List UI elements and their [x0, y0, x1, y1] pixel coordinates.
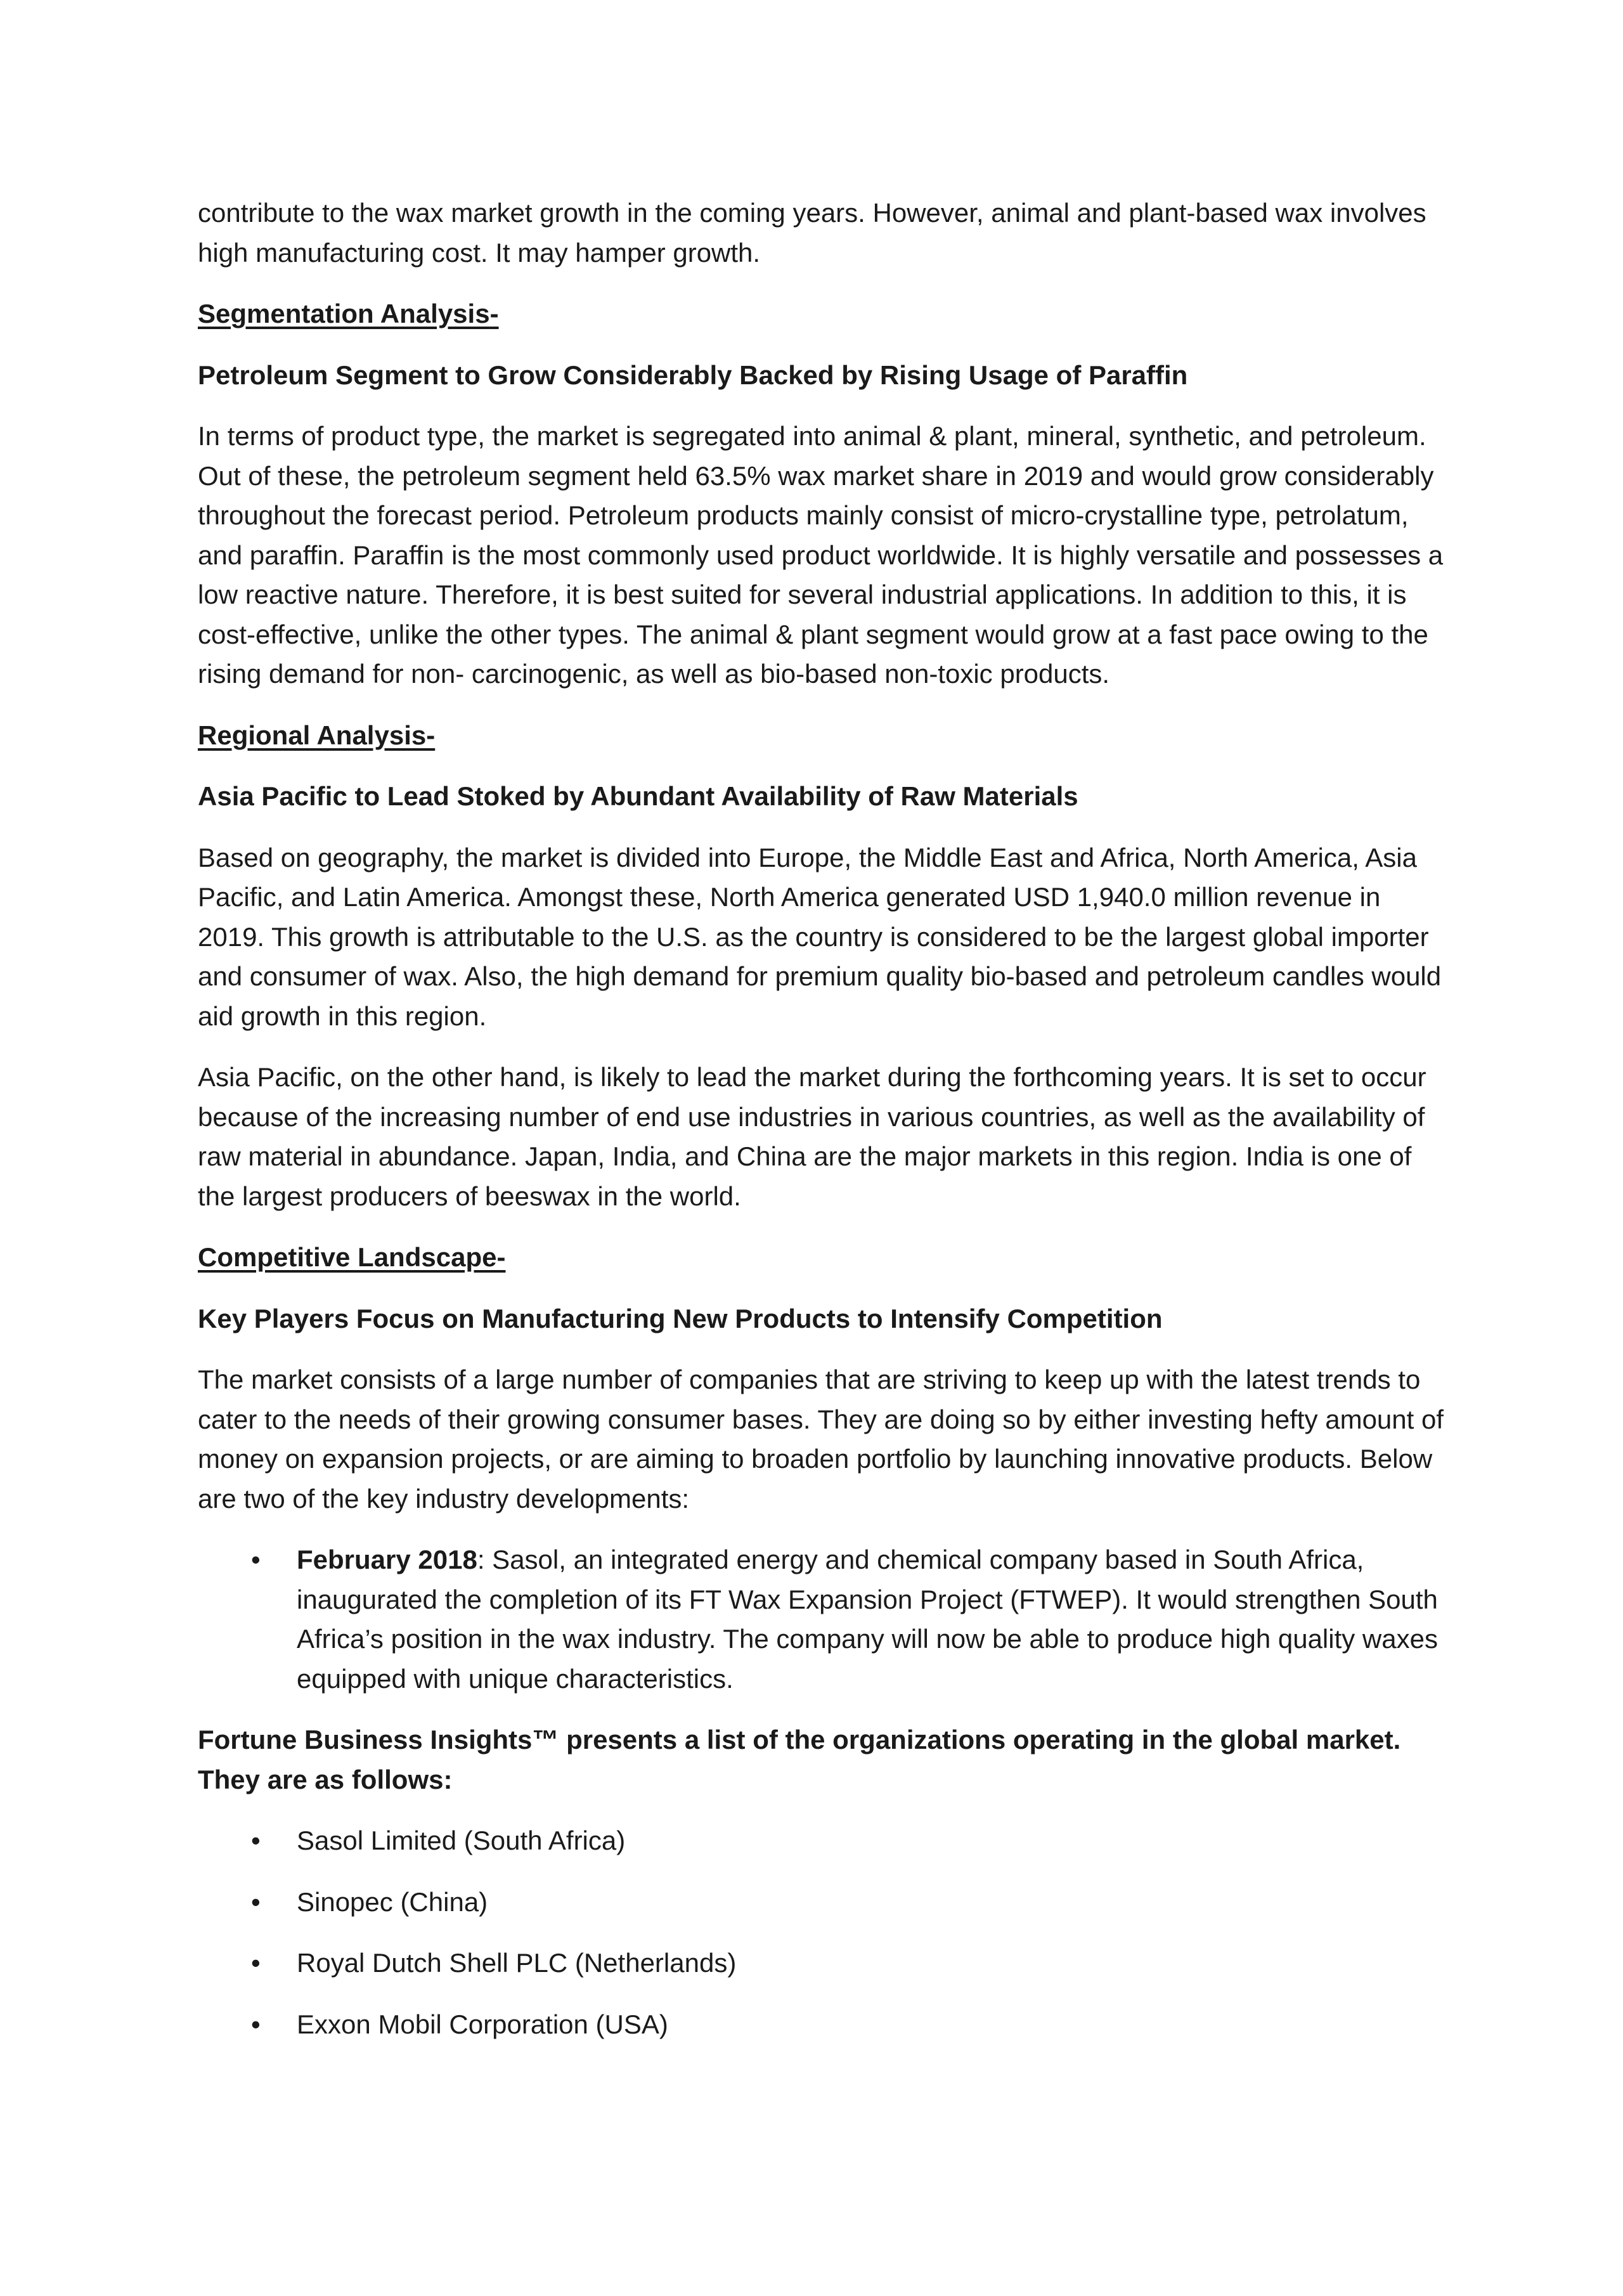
- development-item: [198, 1540, 1451, 1699]
- company-name: Exxon Mobil Corporation (USA): [297, 2009, 668, 2039]
- company-name: Sinopec (China): [297, 1886, 488, 1917]
- competitive-subheading: Key Players Focus on Manufacturing New Products to Intensify Competition: [198, 1303, 1163, 1333]
- competitive-paragraph: The market consists of a large number of companies that are striving to keep up with the latest trends to cater to the needs of their growing consumer bases. They are doing so by either investing hefty amount of money on expansion projects, or are aiming to broaden portfolio by launching innovative products. Below are two of the key industry developments:: [198, 1365, 1444, 1514]
- regional-paragraph-2: Asia Pacific, on the other hand, is likely to lead the market during the forthcoming years. It is set to occur because of the increasing number of end use industries in various countries, as well as the availability of raw material in abundance. Japan, India, and China are the major markets in this region. India is one of the largest producers of beeswax in the world.: [198, 1062, 1426, 1211]
- development-date: February 2018: [297, 1545, 477, 1574]
- bullet-icon: •: [251, 1545, 261, 1574]
- company-name: Sasol Limited (South Africa): [297, 1826, 626, 1855]
- company-name: Royal Dutch Shell PLC (Netherlands): [297, 1948, 737, 1978]
- company-item: [198, 1883, 1451, 1923]
- bullet-icon: •: [251, 2009, 261, 2039]
- developments-list: [198, 1540, 1451, 1699]
- regional-paragraph-1: Based on geography, the market is divided into Europe, the Middle East and Africa, North America, Asia Pacific, and Latin America. Amongst these, North America generated USD 1,940.0 million revenue in 2019. This growth is attributable to the U.S. as the country is considered to be the largest global importer and consumer of wax. Also, the high demand for premium quality bio-based and petroleum candles would aid growth in this region.: [198, 842, 1442, 1031]
- segmentation-title-dash: -: [489, 299, 499, 328]
- segmentation-section-title: [198, 294, 1451, 334]
- document-page: [198, 193, 1451, 2066]
- companies-list-intro: Fortune Business Insights™ presents a list of the organizations operating in the global market. They are as follows:: [198, 1725, 1401, 1794]
- company-item: [198, 1943, 1451, 1983]
- bullet-icon: •: [251, 1886, 261, 1917]
- segmentation-subheading: Petroleum Segment to Grow Considerably Backed by Rising Usage of Paraffin: [198, 360, 1188, 390]
- company-item: [198, 2005, 1451, 2045]
- segmentation-title-text: Segmentation Analysis: [198, 299, 490, 328]
- regional-section-title: Regional Analysis-: [198, 720, 436, 750]
- competitive-section-title: Competitive Landscape-: [198, 1242, 506, 1272]
- bullet-icon: •: [251, 1948, 261, 1978]
- intro-paragraph: contribute to the wax market growth in the coming years. However, animal and plant-based wax involves high manufacturing cost. It may hamper growth.: [198, 198, 1426, 268]
- companies-list: [198, 1821, 1451, 2044]
- bullet-icon: •: [251, 1826, 261, 1855]
- development-text: : Sasol, an integrated energy and chemical company based in South Africa, inaugurated the completion of its FT Wax Expansion Project (FTWEP). It would strengthen South Africa’s position in the wax industry. The company will now be able to produce high quality waxes equipped with unique characteristics.: [297, 1545, 1438, 1694]
- company-item: [198, 1821, 1451, 1861]
- segmentation-paragraph: In terms of product type, the market is segregated into animal & plant, mineral, synthetic, and petroleum. Out of these, the petroleum segment held 63.5% wax market share in 2019 and would grow considerably throughout the forecast period. Petroleum products mainly consist of micro-crystalline type, petrolatum, and paraffin. Paraffin is the most commonly used product worldwide. It is highly versatile and possesses a low reactive nature. Therefore, it is best suited for several industrial applications. In addition to this, it is cost-effective, unlike the other types. The animal & plant segment would grow at a fast pace owing to the rising demand for non- carcinogenic, as well as bio-based non-toxic products.: [198, 421, 1444, 689]
- regional-subheading: Asia Pacific to Lead Stoked by Abundant Availability of Raw Materials: [198, 781, 1078, 811]
